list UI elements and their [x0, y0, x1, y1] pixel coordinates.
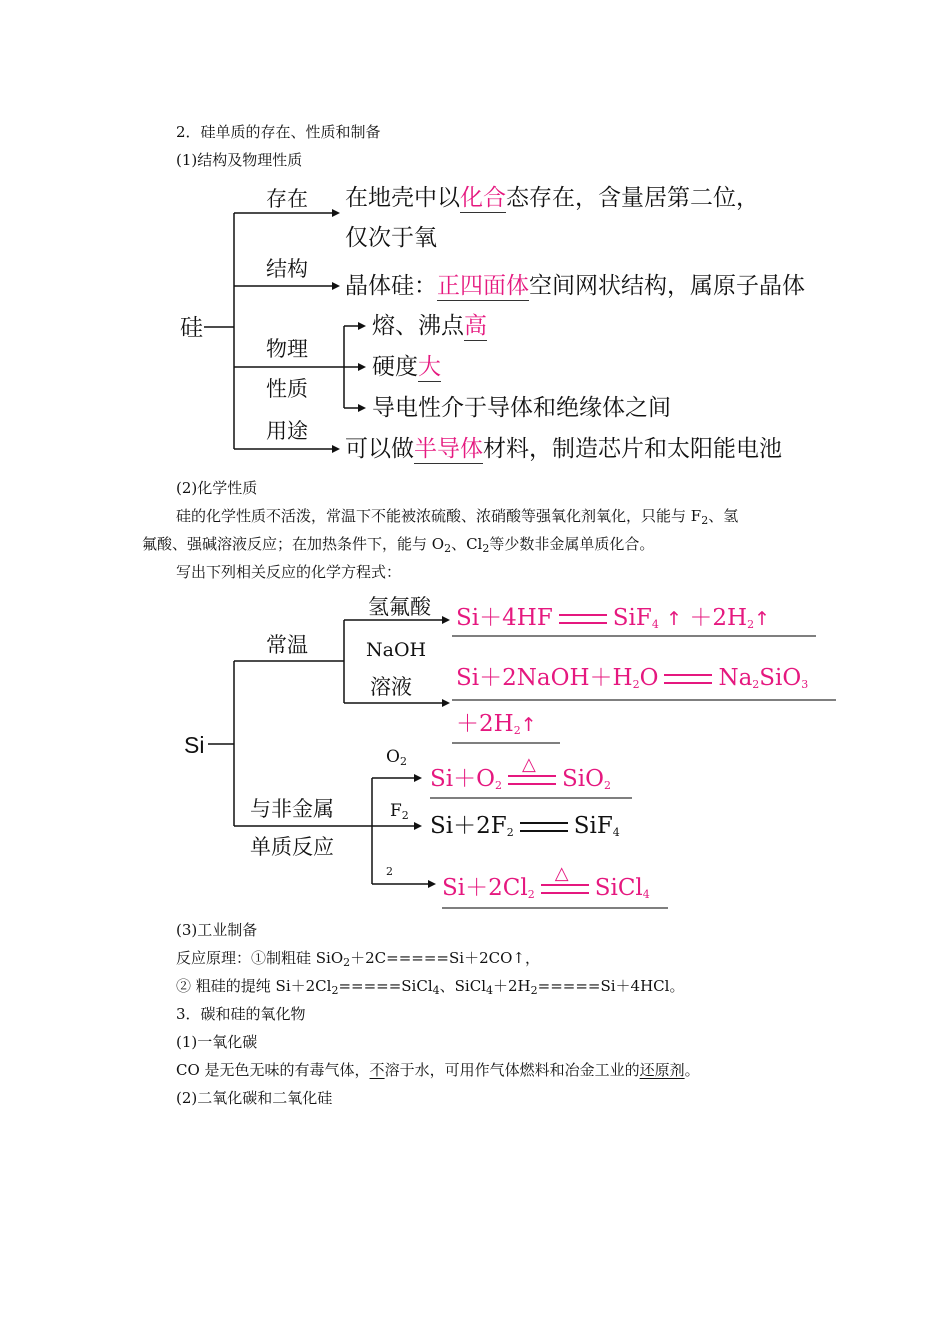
tree1-root: 硅: [180, 315, 203, 341]
subsection-chemical: (2)化学性质: [176, 479, 258, 497]
structure-line: 晶体硅：正四面体空间网状结构，属原子晶体: [345, 273, 805, 299]
section-2-title: 2．硅单质的存在、性质和制备: [176, 123, 381, 141]
heat-triangle-icon: △: [554, 863, 569, 884]
principle-line1: 反应原理：①制粗硅 SiO$_2$＋2C=====Si＋2CO↑，: [176, 949, 540, 969]
tree2-root: Si: [184, 732, 205, 758]
existence-line2: 仅次于氧: [345, 225, 437, 251]
subsection-co2-sio2: (2)二氧化碳和二氧化硅: [176, 1089, 333, 1107]
label-f2: $F_2$: [390, 801, 409, 822]
fill-tetrahedron: 正四面体: [437, 273, 529, 299]
principle-line2: ② 粗硅的提纯 $Si+2Cl_2=====SiCl_4$、$SiCl_4+2H_2=====Si+4HCl$。: [176, 977, 685, 997]
chem-para-line1: 硅的化学性质不活泼，常温下不能被浓硫酸、浓硝酸等强氧化剂氧化，只能与 $F_2$、氢: [176, 507, 739, 527]
label-nonmetal-b: 单质反应: [250, 835, 334, 859]
fill-high: 高: [464, 313, 487, 339]
equation-naoh: $Si+2NaOH+H_2O$ $Na_2SiO_3$: [456, 665, 809, 691]
up-arrow-icon: ↑: [754, 608, 771, 630]
label-structure: 结构: [266, 257, 308, 281]
subsection-industrial: (3)工业制备: [176, 921, 258, 939]
write-equations-prompt: 写出下列相关反应的化学方程式：: [176, 563, 402, 581]
label-normal-temp: 常温: [266, 633, 308, 657]
chem-para-line2: 氟酸、强碱溶液反应；在加热条件下，能与 $O_2$、$Cl_2$等少数非金属单质化合。: [142, 535, 655, 555]
underline-reductant: 还原剂: [639, 1061, 685, 1079]
equation-cl2: $Si+2Cl_2$ △ SiCl$_4$: [442, 874, 650, 909]
label-naoh-a: NaOH: [366, 639, 427, 661]
fill-large: 大: [418, 354, 441, 380]
up-arrow-icon: ↑: [520, 714, 537, 736]
label-hf: 氢氟酸: [368, 595, 431, 619]
fill-semiconductor: 半导体: [414, 436, 483, 462]
label-naoh-b: 溶液: [370, 675, 412, 699]
equation-o2: $Si+O_2$ △ SiO$_2$: [430, 765, 611, 800]
subsection-structure: (1)结构及物理性质: [176, 151, 303, 169]
equation-hf: Si＋4HF SiF$_4$ ↑ $+2H_2↑$: [456, 605, 771, 631]
subsection-co: (1)一氧化碳: [176, 1033, 258, 1051]
label-existence: 存在: [266, 187, 308, 211]
label-nonmetal-a: 与非金属: [250, 797, 334, 821]
section-3-title: 3．碳和硅的氧化物: [176, 1005, 306, 1023]
physical-item-hardness: 硬度大: [372, 354, 441, 380]
underline-not: 不: [369, 1061, 385, 1079]
co-paragraph: CO 是无色无味的有毒气体，不溶于水，可用作气体燃料和冶金工业的还原剂。: [176, 1061, 700, 1079]
equation-f2: $Si+2F_2$ SiF$_4$: [430, 813, 620, 839]
heat-triangle-icon: △: [521, 754, 536, 775]
label-usage: 用途: [266, 419, 308, 443]
usage-line: 可以做半导体材料，制造芯片和太阳能电池: [345, 436, 782, 462]
up-arrow-icon: ↑: [666, 608, 683, 630]
label-physical-b: 性质: [266, 377, 308, 401]
label-o2: $O_2$: [386, 747, 407, 768]
label-physical-a: 物理: [266, 337, 308, 361]
fill-combined: 化合: [460, 185, 506, 211]
label-cl2: 2: [386, 865, 393, 878]
existence-line1: 在地壳中以化合态存在，含量居第二位，: [345, 185, 759, 211]
physical-item-melting: 熔、沸点高: [372, 313, 487, 339]
equation-naoh-cont: $+2H_2↑$: [456, 711, 537, 737]
physical-item-conductivity: 导电性介于导体和绝缘体之间: [372, 395, 671, 421]
